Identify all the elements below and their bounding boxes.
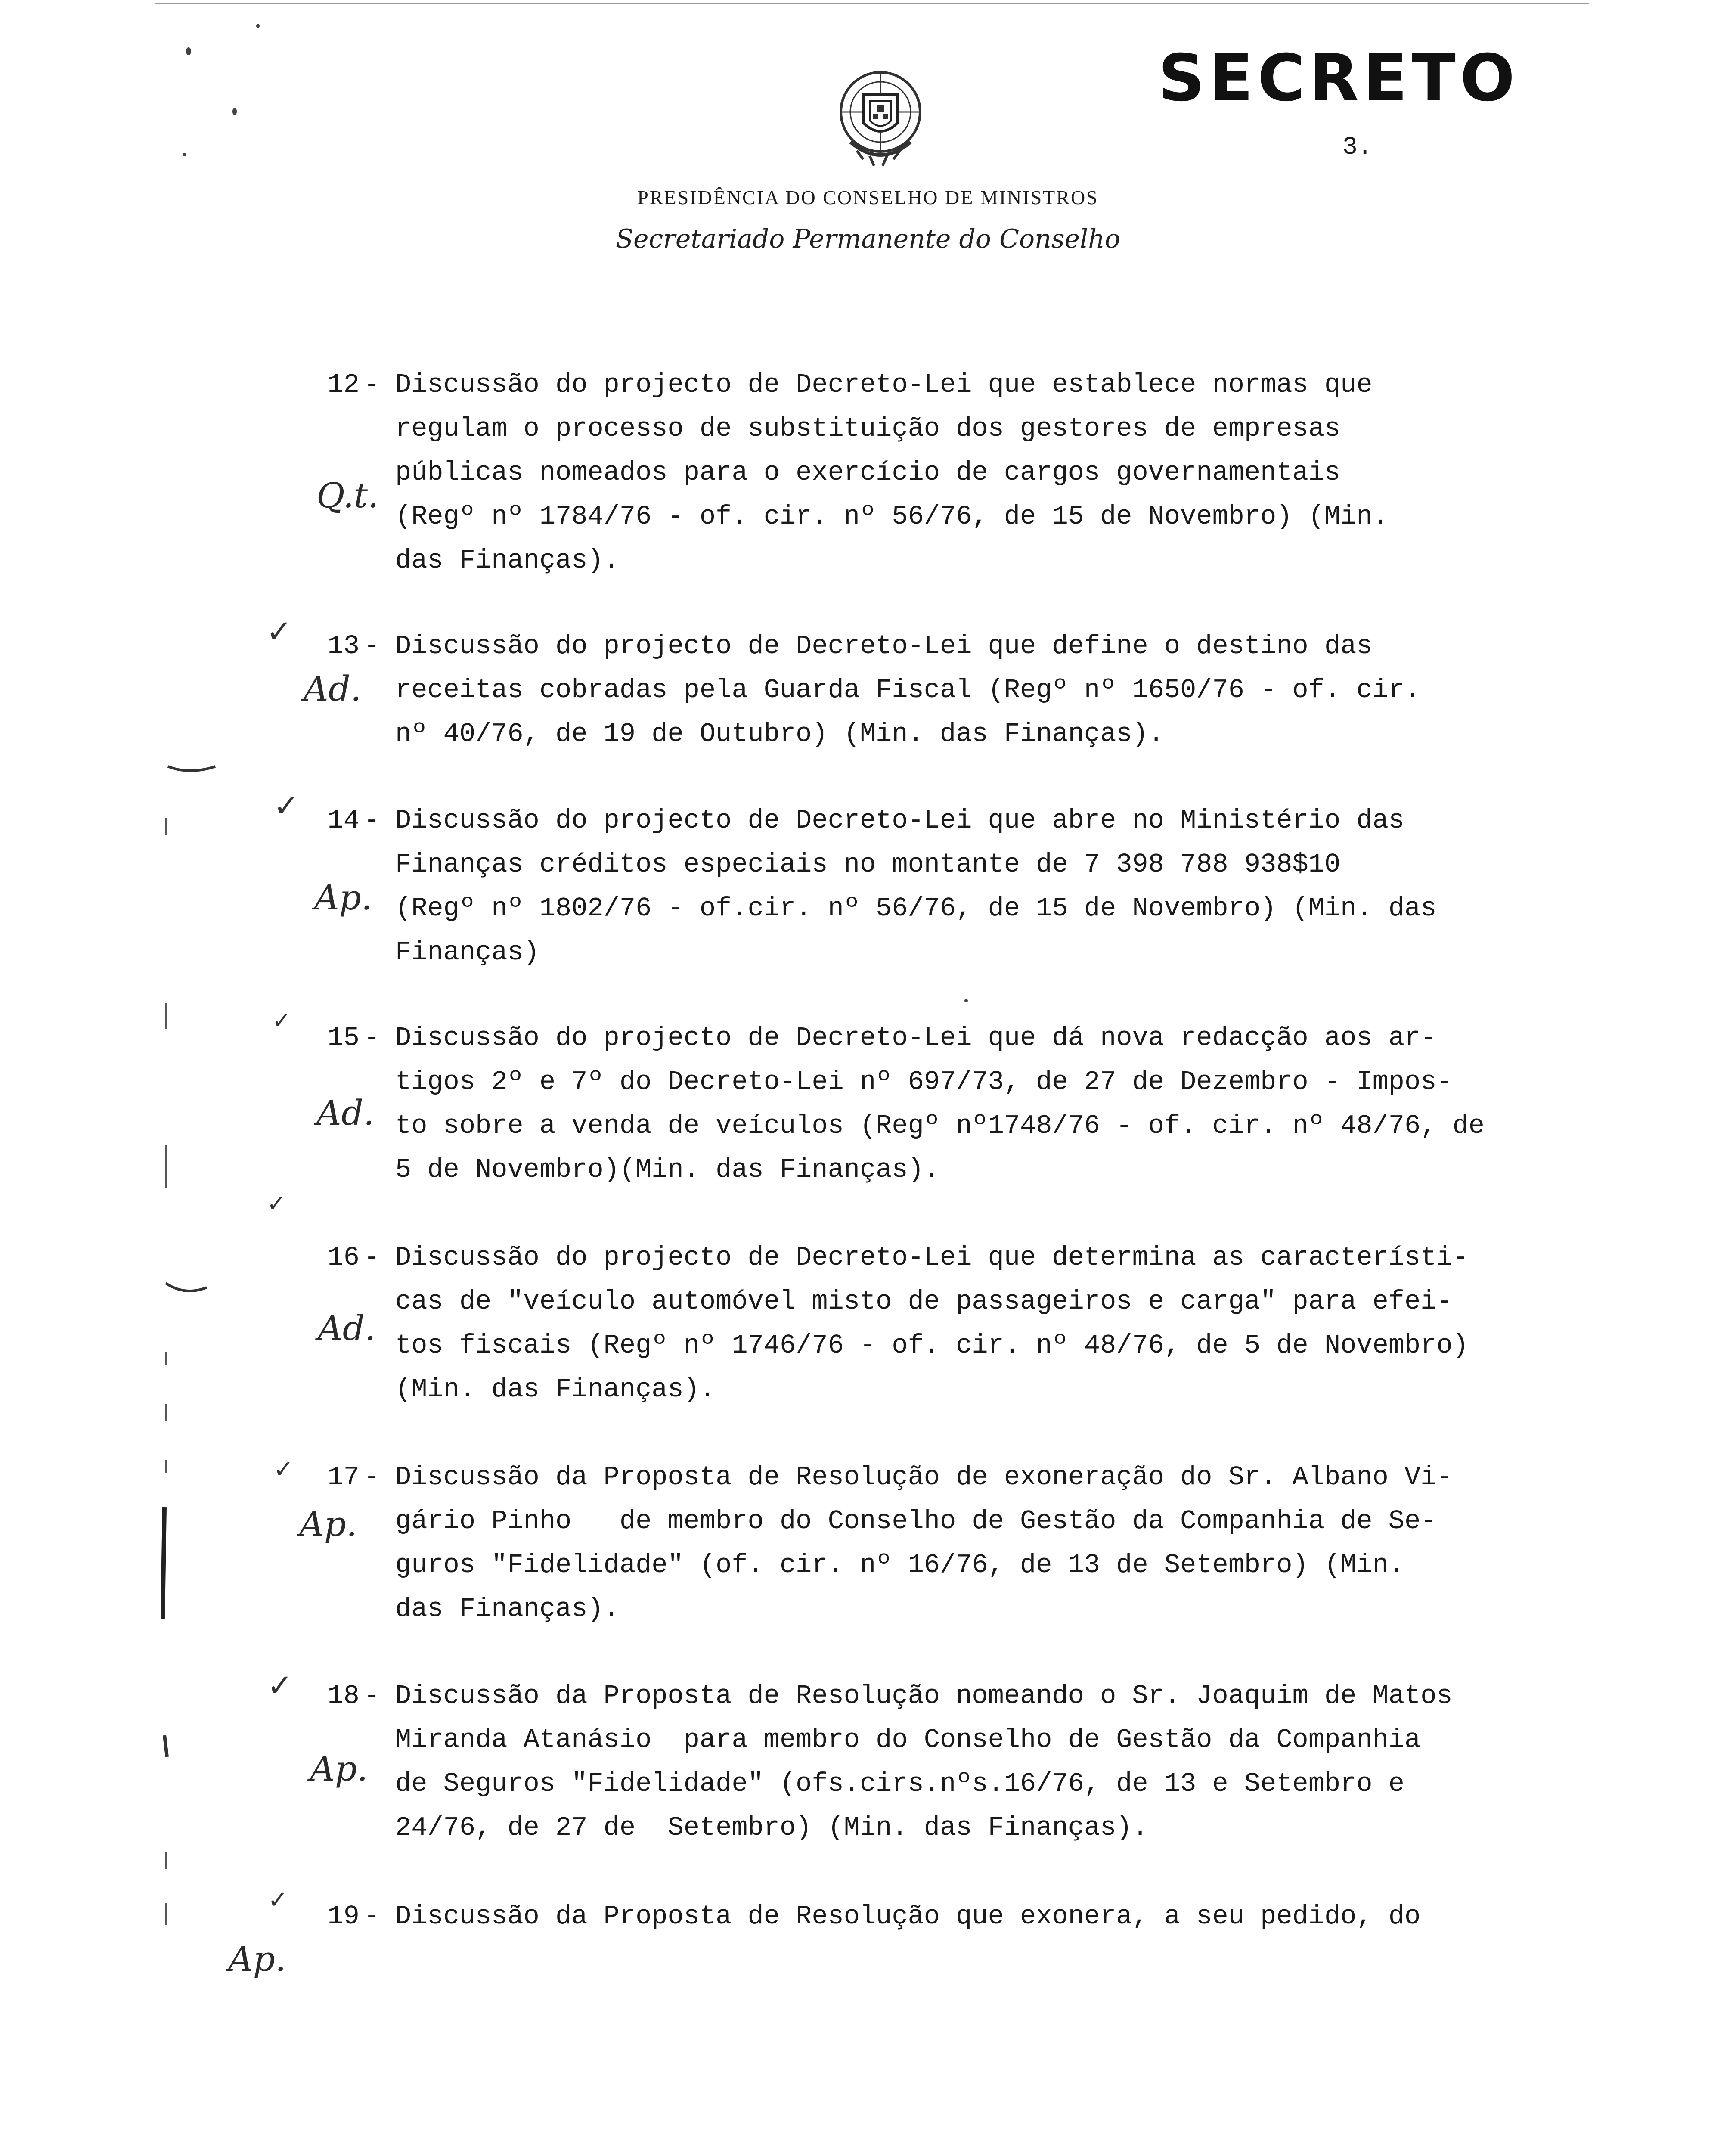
handwritten-margin-note: Q.t.	[316, 475, 379, 515]
check-mark-icon: ✓	[267, 1191, 286, 1217]
item-text-line: tos fiscais (Regº nº 1746/76 - of. cir. nº 48/76, de 5 de Novembro)	[395, 1330, 1469, 1361]
item-number: 17	[327, 1462, 360, 1492]
item-text-line: regulam o processo de substituição dos gestores de empresas	[395, 413, 1341, 444]
item-text-line: cas de "veículo automóvel misto de passageiros e carga" para efei-	[395, 1286, 1453, 1317]
scan-speck	[256, 24, 260, 28]
item-text-line: (Min. das Finanças).	[395, 1374, 716, 1405]
item-text-line: gário Pinho de membro do Conselho de Gestão da Companhia de Se-	[395, 1506, 1437, 1536]
item-text-line: guros "Fidelidade" (of. cir. nº 16/76, de 13 de Setembro) (Min.	[395, 1550, 1404, 1580]
handwritten-margin-note: Ad.	[316, 1093, 375, 1133]
item-dash: -	[364, 1242, 380, 1273]
item-text-line: das Finanças).	[395, 545, 620, 576]
check-mark-icon: ✓	[268, 1886, 288, 1914]
item-number: 14	[327, 805, 360, 836]
item-text-line: Discussão do projecto de Decreto-Lei que establece normas que	[395, 369, 1373, 400]
handwritten-margin-note: Ad.	[304, 669, 362, 709]
handwritten-margin-note: Ap.	[299, 1504, 357, 1544]
item-text-line: tigos 2º e 7º do Decreto-Lei nº 697/73, de 27 de Dezembro - Impos-	[395, 1067, 1453, 1097]
item-text-line: públicas nomeados para o exercício de cargos governamentais	[395, 457, 1341, 488]
item-dash: -	[364, 1023, 380, 1053]
item-number: 18	[327, 1681, 360, 1711]
handwritten-margin-note: Ad.	[318, 1308, 376, 1348]
scan-speck	[964, 999, 968, 1002]
margin-scan-marks	[142, 0, 228, 2153]
item-number: 16	[327, 1242, 360, 1273]
scan-speck	[183, 153, 186, 156]
item-text-line: Miranda Atanásio para membro do Conselho de Gestão da Companhia	[395, 1725, 1421, 1755]
classification-stamp: SECRETO	[1158, 41, 1519, 116]
item-number: 12	[327, 369, 360, 400]
item-dash: -	[364, 1681, 380, 1711]
item-text-line: Discussão do projecto de Decreto-Lei que abre no Ministério das	[395, 805, 1404, 836]
handwritten-margin-note: Ap.	[314, 878, 372, 918]
check-mark-icon: ✓	[267, 1667, 293, 1703]
item-dash: -	[364, 1462, 380, 1492]
department-subheading: Secretariado Permanente do Conselho	[615, 224, 1121, 254]
item-text-line: (Regº nº 1784/76 - of. cir. nº 56/76, de 15 de Novembro) (Min.	[395, 501, 1389, 532]
item-text-line: nº 40/76, de 19 de Outubro) (Min. das Finanças).	[395, 719, 1164, 749]
item-text-line: receitas cobradas pela Guarda Fiscal (Regº nº 1650/76 - of. cir.	[395, 675, 1421, 705]
item-text-line: 5 de Novembro)(Min. das Finanças).	[395, 1154, 940, 1185]
check-mark-icon: ✓	[266, 613, 292, 649]
item-number: 19	[327, 1901, 360, 1932]
item-text-line: Discussão do projecto de Decreto-Lei que define o destino das	[395, 631, 1373, 661]
item-dash: -	[364, 1901, 380, 1932]
scan-speck	[232, 108, 237, 115]
handwritten-margin-note: Ap.	[310, 1749, 368, 1789]
item-text-line: Discussão da Proposta de Resolução de exoneração do Sr. Albano Vi-	[395, 1462, 1453, 1492]
item-text-line: 24/76, de 27 de Setembro) (Min. das Finanças).	[395, 1812, 1148, 1843]
item-text-line: Discussão do projecto de Decreto-Lei que dá nova redacção aos ar-	[395, 1023, 1437, 1053]
page-number: 3.	[1342, 133, 1373, 161]
item-text-line: de Seguros "Fidelidade" (ofs.cirs.nºs.16/76, de 13 e Setembro e	[395, 1768, 1404, 1799]
item-dash: -	[364, 631, 380, 661]
item-text-line: Discussão da Proposta de Resolução que exonera, a seu pedido, do	[395, 1901, 1421, 1932]
check-mark-icon: ✓	[273, 1455, 294, 1483]
organization-heading: PRESIDÊNCIA DO CONSELHO DE MINISTROS	[637, 186, 1099, 208]
check-mark-icon: ✓	[273, 788, 300, 824]
handwritten-margin-note: Ap.	[228, 1939, 286, 1979]
item-number: 15	[327, 1023, 360, 1053]
item-text-line: to sobre a venda de veículos (Regº nº1748/76 - of. cir. nº 48/76, de	[395, 1111, 1485, 1141]
item-text-line: Finanças créditos especiais no montante de 7 398 788 938$10	[395, 849, 1341, 880]
scan-speck	[186, 47, 191, 55]
item-text-line: Discussão do projecto de Decreto-Lei que determina as característi-	[395, 1242, 1469, 1273]
item-dash: -	[364, 805, 380, 836]
check-mark-icon: ✓	[272, 1008, 291, 1034]
item-text-line: (Regº nº 1802/76 - of.cir. nº 56/76, de 15 de Novembro) (Min. das	[395, 893, 1437, 924]
item-text-line: Discussão da Proposta de Resolução nomeando o Sr. Joaquim de Matos	[395, 1681, 1453, 1711]
item-text-line: Finanças)	[395, 937, 539, 968]
item-number: 13	[327, 631, 360, 661]
item-dash: -	[364, 369, 380, 400]
item-text-line: das Finanças).	[395, 1594, 620, 1624]
